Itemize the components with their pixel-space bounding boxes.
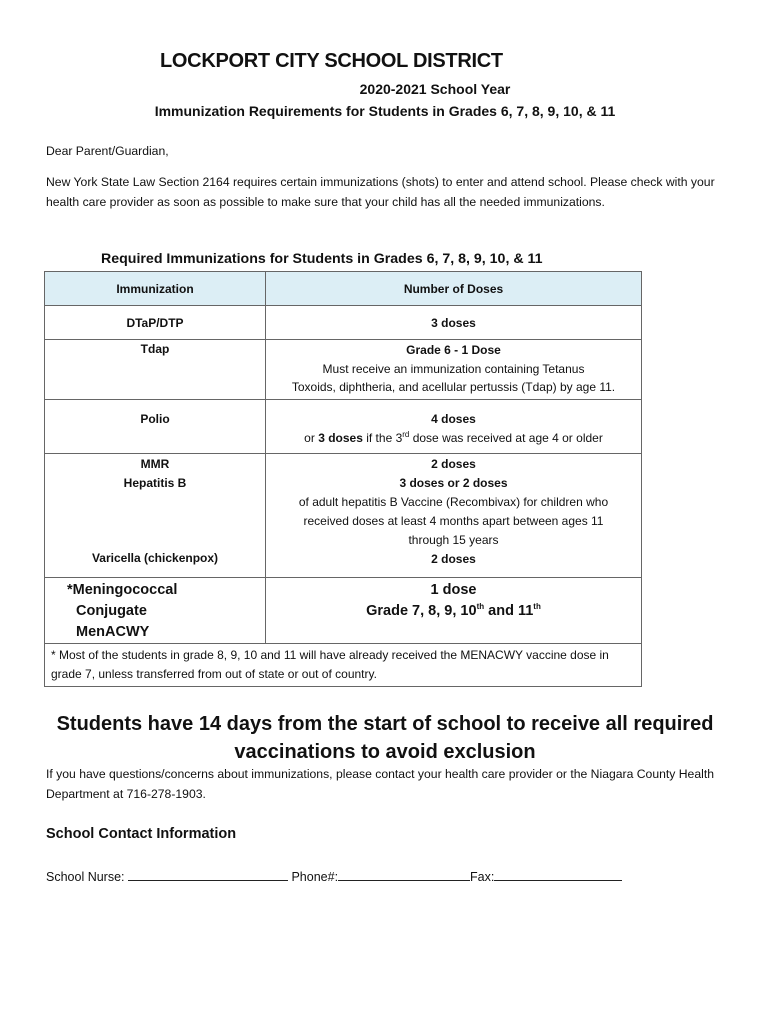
table-row [45, 578, 642, 644]
exclusion-notice: Students have 14 days from the start of school to receive all required vaccinations to avoid exclusion [56, 713, 714, 763]
row-name: *Meningococcal [67, 582, 178, 598]
table-caption: Required Immunizations for Students in Grades 6, 7, 8, 9, 10, & 11 [101, 251, 543, 267]
table-footnote: * Most of the students in grade 8, 9, 10 and 11 will have already received the MENACWY vaccine dose in grade 7, unless transferred from out of state or out of country. [45, 644, 642, 687]
row-name: MMR [140, 457, 170, 471]
greeting: Dear Parent/Guardian, [46, 144, 169, 158]
row-name-cell [45, 578, 266, 644]
page-subtitle: Immunization Requirements for Students in Grades 6, 7, 8, 9, 10, & 11 [154, 103, 616, 119]
fax-label: Fax: [470, 870, 495, 884]
row-name: Polio [45, 400, 266, 454]
row-doses: 3 doses or 2 doses [399, 476, 508, 490]
table-row [45, 454, 642, 578]
row-doses-cell [266, 454, 642, 578]
contact-fields [46, 868, 622, 884]
row-name: Hepatitis B [123, 476, 187, 490]
table-row [45, 340, 642, 400]
table-header-row [45, 272, 642, 306]
intro-paragraph: New York State Law Section 2164 requires certain immunizations (shots) to enter and attend school. Please check with your health care provider as soon as possible to make sure that your child has all the needed immunizations. [46, 175, 715, 209]
row-doses: 1 dose [430, 582, 477, 598]
table-row [45, 400, 642, 454]
row-name: Varicella (chickenpox) [91, 551, 219, 565]
row-detail: Grade 7, 8, 9, 10th and 11th [366, 602, 541, 619]
phone-label: Phone#: [291, 870, 339, 884]
nurse-label: School Nurse: [46, 870, 128, 884]
row-detail: Toxoids, diphtheria, and acellular pertussis (Tdap) by age 11. [291, 380, 616, 394]
header-immunization: Immunization [45, 272, 266, 306]
row-name: MenACWY [76, 624, 150, 640]
nurse-field[interactable] [128, 868, 288, 881]
row-name: Tdap [45, 340, 266, 400]
row-doses: 3 doses [266, 306, 642, 340]
row-doses: 4 doses [431, 412, 476, 426]
row-detail: of adult hepatitis B Vaccine (Recombivax) for children who [298, 495, 609, 509]
district-title: LOCKPORT CITY SCHOOL DISTRICT [160, 50, 503, 72]
immunization-table [44, 271, 642, 687]
row-doses: Grade 6 - 1 Dose [406, 343, 501, 357]
row-detail: received doses at least 4 months apart between ages 11 [303, 514, 604, 528]
header-doses: Number of Doses [266, 272, 642, 306]
row-doses: 2 doses [431, 552, 476, 566]
row-detail: Must receive an immunization containing Tetanus [322, 361, 585, 376]
fax-field[interactable] [494, 868, 622, 881]
row-name: DTaP/DTP [45, 306, 266, 340]
row-name: Conjugate [76, 603, 147, 619]
row-doses-cell [266, 578, 642, 644]
phone-field[interactable] [338, 868, 470, 881]
table-row [45, 306, 642, 340]
row-name-cell [45, 454, 266, 578]
contact-paragraph: If you have questions/concerns about immunizations, please contact your health care provider or the Niagara County Health Department at 716-278-1903. [46, 767, 714, 801]
row-doses: 2 doses [431, 457, 476, 471]
contact-heading: School Contact Information [46, 826, 237, 842]
row-detail: or 3 doses if the 3rd dose was received at age 4 or older [304, 429, 603, 445]
school-year: 2020-2021 School Year [359, 81, 511, 97]
row-doses-cell [266, 340, 642, 400]
row-doses-cell [266, 400, 642, 454]
table-row [45, 644, 642, 687]
row-detail: through 15 years [408, 533, 499, 547]
